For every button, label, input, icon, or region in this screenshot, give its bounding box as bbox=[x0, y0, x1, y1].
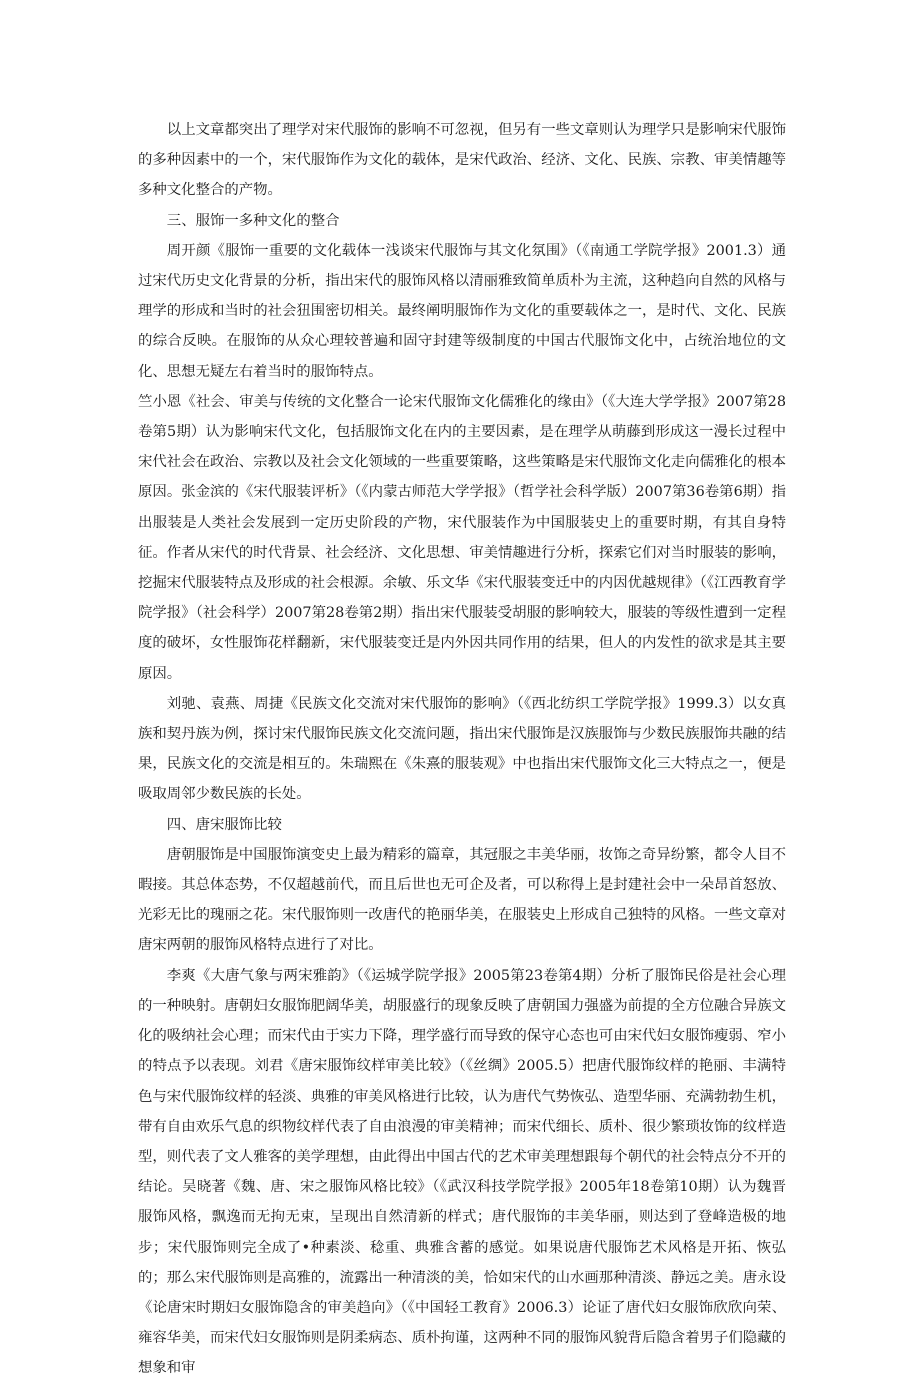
section-heading-4: 四、唐宋服饰比较 bbox=[166, 816, 282, 833]
document-body bbox=[138, 115, 786, 1384]
paragraph-zhu: 竺小恩《社会、审美与传统的文化整合一论宋代服饰文化儒雅化的缘由》（《大连大学学报》2007第28卷第5期）认为影响宋代文化，包括服饰文化在内的主要因素，是在理学从萌藤到形成这一漫长过程中宋代社会在政治、宗教以及社会文化领域的一些重要策略，这些策略是宋代服饰文化走向儒雅化的根本原因。张金滨的《宋代服装评析》（《内蒙古师范大学学报》（哲学社会科学版）2007第36卷第6期）指出服装是人类社会发展到一定历史阶段的产物，宋代服装作为中国服装史上的重要时期，有其自身特征。作者从宋代的时代背景、社会经济、文化思想、审美情趣进行分析，探索它们对当时服装的影响，挖掘宋代服装特点及形成的社会根源。余敏、乐文华《宋代服装变迁中的内因优越规律》（《江西教育学院学报》（社会科学）2007第28卷第2期）指出宋代服装受胡服的影响较大，服装的等级性遭到一定程度的破坏，女性服饰花样翻新，宋代服装变迁是内外因共同作用的结果，但人的内发性的欲求是其主要原因。 bbox=[138, 393, 786, 682]
paragraph-zhou: 周开颜《服饰一重要的文化载体一浅谈宋代服饰与其文化氛围》（《南通工学院学报》2001.3）通过宋代历史文化背景的分析，指出宋代的服饰风格以清丽雅致简单质朴为主流，这种趋向自然的风格与理学的形成和当时的社会狃围密切相关。最终阐明服饰作为文化的重要载体之一，是时代、文化、民族的综合反映。在服饰的从众心理较普遍和固守封建等级制度的中国古代服饰文化中，占统治地位的文化、思想无疑左右着当时的服饰特点。 bbox=[138, 242, 786, 380]
paragraph-intro: 以上文章都突出了理学对宋代服饰的影响不可忽视，但另有一些文章则认为理学只是影响宋代服饰的多种因素中的一个，宋代服饰作为文化的载体，是宋代政治、经济、文化、民族、宗教、审美情趣等多种文化整合的产物。 bbox=[138, 122, 786, 199]
paragraph-liu: 刘驰、袁燕、周捷《民族文化交流对宋代服饰的影响》（《西北纺织工学院学报》1999.3）以女真族和契丹族为例，探讨宋代服饰民族文化交流问题，指出宋代服饰是汉族服饰与少数民族服饰共融的结果，民族文化的交流是相互的。朱瑞熙在《朱熹的服装观》中也指出宋代服饰文化三大特点之一，便是吸取周邻少数民族的长处。 bbox=[138, 695, 786, 803]
section-heading-3: 三、服饰一多种文化的整合 bbox=[166, 212, 340, 229]
paragraph-li: 李爽《大唐气象与两宋雅韵》（《运城学院学报》2005第23卷第4期）分析了服饰民俗是社会心理的一种映射。唐朝妇女服饰肥阔华美，胡服盛行的现象反映了唐朝国力强盛为前提的全方位融合异族文化的吸纳社会心理；而宋代由于实力下降，理学盛行而导致的保守心态也可由宋代妇女服饰瘦弱、窄小的特点予以表现。刘君《唐宋服饰纹样审美比较》（《丝绸》2005.5）把唐代服饰纹样的艳丽、丰满特色与宋代服饰纹样的轻淡、典雅的审美风格进行比较，认为唐代气势恢弘、造型华丽、充满勃勃生机，带有自由欢乐气息的织物纹样代表了自由浪漫的审美精神；而宋代细长、质朴、很少繁琐妆饰的纹样造型，则代表了文人雅客的美学理想，由此得出中国古代的艺术审美理想跟每个朝代的社会特点分不开的结论。吴晓著《魏、唐、宋之服饰风格比较》（《武汉科技学院学报》2005年18卷第10期）认为魏晋服饰风格，飘逸而无拘无束，呈现出自然清新的样式；唐代服饰的丰美华丽，则达到了登峰造极的地步；宋代服饰则完全成了•种素淡、稔重、典雅含蓄的感觉。如果说唐代服饰艺术风格是开拓、恢弘的；那么宋代服饰则是高雅的，流露出一种清淡的美，恰如宋代的山水画那种清淡、静远之美。唐永设《论唐宋时期妇女服饰隐含的审美趋向》（《中国轻工教育》2006.3）论证了唐代妇女服饰欣欣向荣、雍容华美，而宋代妇女服饰则是阴柔病态、质朴拘谨，这两种不同的服饰风貌背后隐含着男子们隐藏的想象和审 bbox=[138, 967, 786, 1377]
paragraph-tang: 唐朝服饰是中国服饰演变史上最为精彩的篇章，其冠服之丰美华丽，妆饰之奇异纷繁，都令人目不暇接。其总体态势，不仅超越前代，而且后世也无可企及者，可以称得上是封建社会中一朵昂首怒放、光彩无比的瑰丽之花。宋代服饰则一改唐代的艳丽华美，在服装史上形成自己独特的风格。一些文章对唐宋两朝的服饰风格特点进行了对比。 bbox=[138, 846, 786, 954]
